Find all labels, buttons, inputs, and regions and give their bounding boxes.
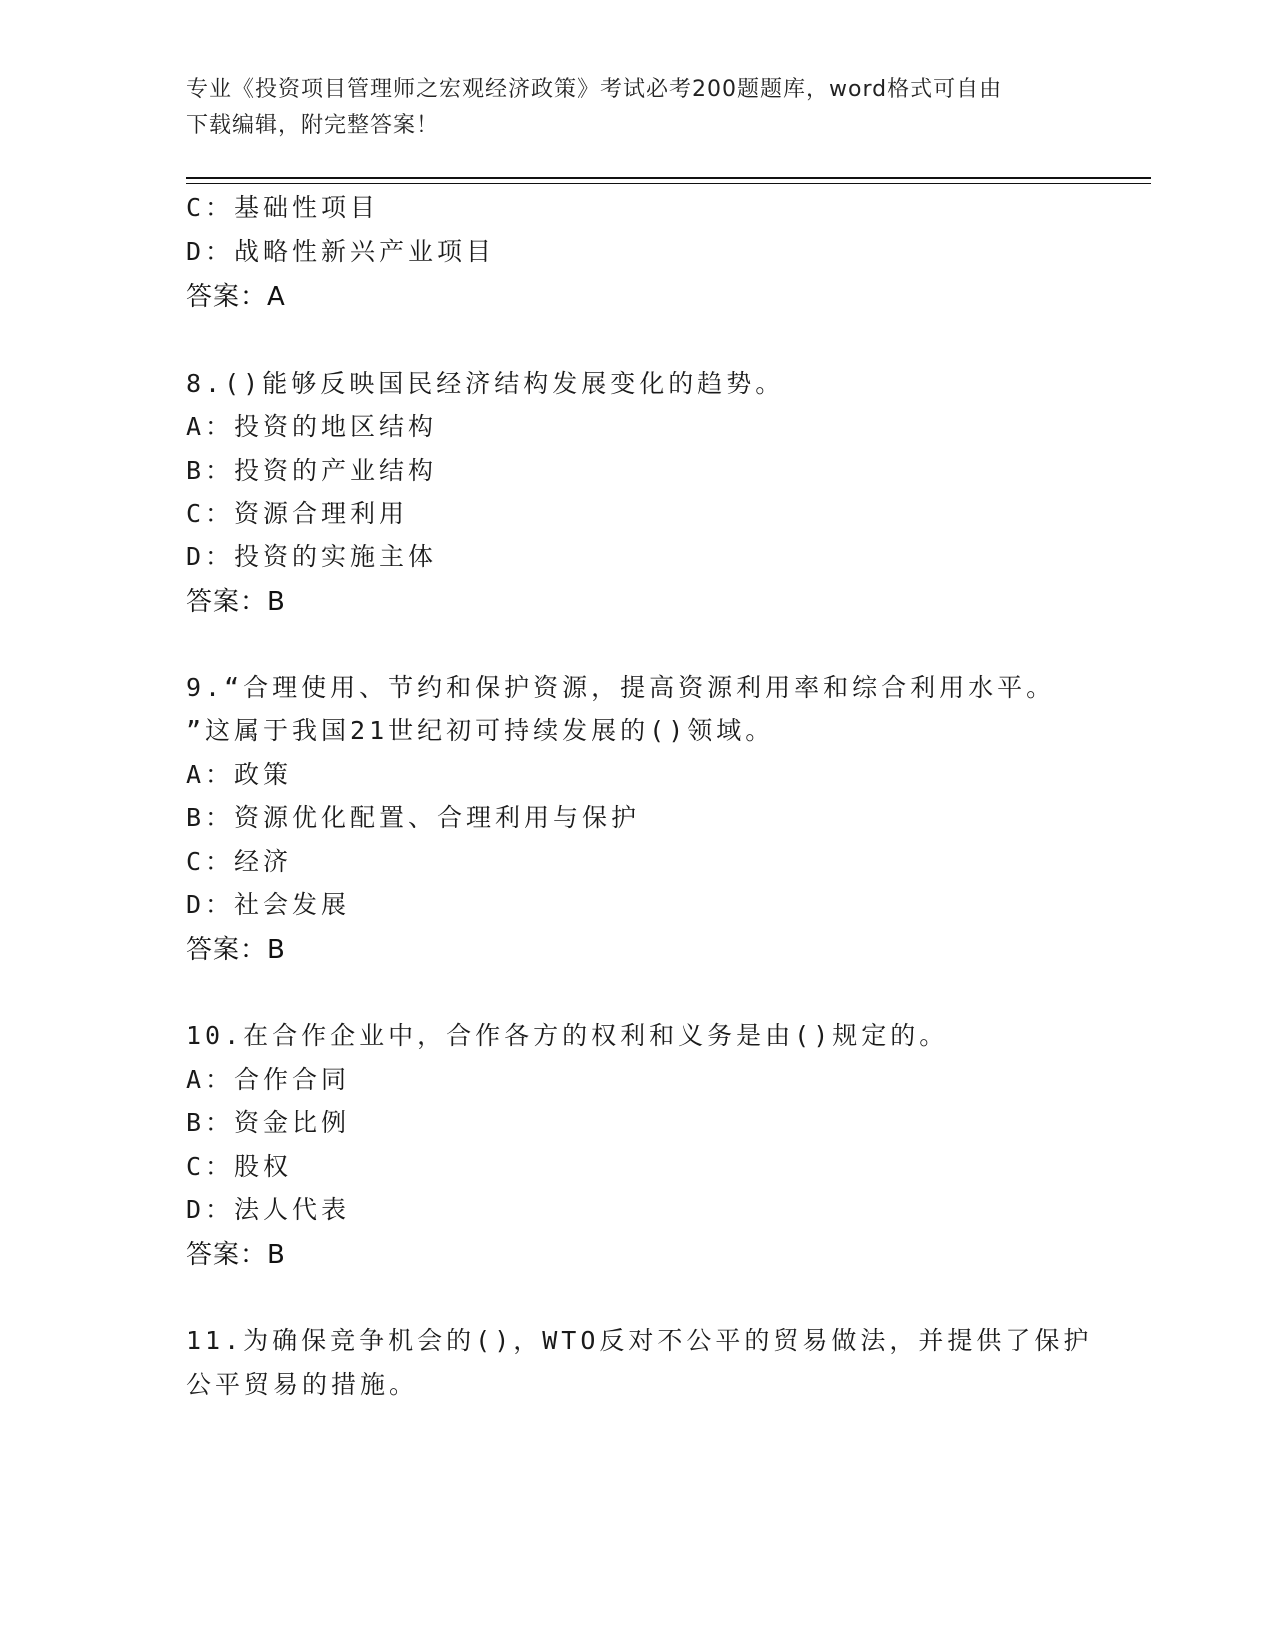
q8-option-b: B：投资的产业结构 xyxy=(186,456,438,485)
q8-option-c: C：资源合理利用 xyxy=(186,499,409,528)
q8-option-d: D：投资的实施主体 xyxy=(186,542,438,571)
prev-answer: 答案：A xyxy=(186,282,286,312)
q11-stem-line-2: 公平贸易的措施。 xyxy=(186,1370,419,1399)
q9-option-c: C：经济 xyxy=(186,847,293,876)
header-line-1: 专业《投资项目管理师之宏观经济政策》考试必考200题题库，word格式可自由 xyxy=(186,77,1003,102)
header-divider-thick xyxy=(186,177,1151,179)
document-header xyxy=(186,72,1086,144)
q8-stem: 8.()能够反映国民经济结构发展变化的趋势。 xyxy=(186,369,785,398)
q10-option-d: D：法人代表 xyxy=(186,1195,351,1224)
header-divider-thin xyxy=(186,183,1151,184)
q11-stem-line-1: 11.为确保竞争机会的()，WTO反对不公平的贸易做法，并提供了保护 xyxy=(186,1326,1093,1355)
q9-option-b: B：资源优化配置、合理利用与保护 xyxy=(186,803,641,832)
q9-option-a: A：政策 xyxy=(186,760,293,789)
q8-answer: 答案：B xyxy=(186,587,286,617)
q9-answer: 答案：B xyxy=(186,935,286,965)
q9-stem-line-2: ”这属于我国21世纪初可持续发展的()领域。 xyxy=(186,716,775,745)
q10-option-c: C：股权 xyxy=(186,1152,293,1181)
q9-stem-line-1: 9.“合理使用、节约和保护资源，提高资源利用率和综合利用水平。 xyxy=(186,673,1056,702)
header-line-2: 下载编辑，附完整答案！ xyxy=(186,113,440,138)
q10-option-b: B：资金比例 xyxy=(186,1108,351,1137)
prev-option-d: D：战略性新兴产业项目 xyxy=(186,237,496,266)
q10-stem: 10.在合作企业中，合作各方的权利和义务是由()规定的。 xyxy=(186,1021,949,1050)
prev-option-c: C：基础性项目 xyxy=(186,193,380,222)
q9-option-d: D：社会发展 xyxy=(186,890,351,919)
q10-option-a: A：合作合同 xyxy=(186,1065,351,1094)
q8-option-a: A：投资的地区结构 xyxy=(186,412,438,441)
q10-answer: 答案：B xyxy=(186,1240,286,1270)
